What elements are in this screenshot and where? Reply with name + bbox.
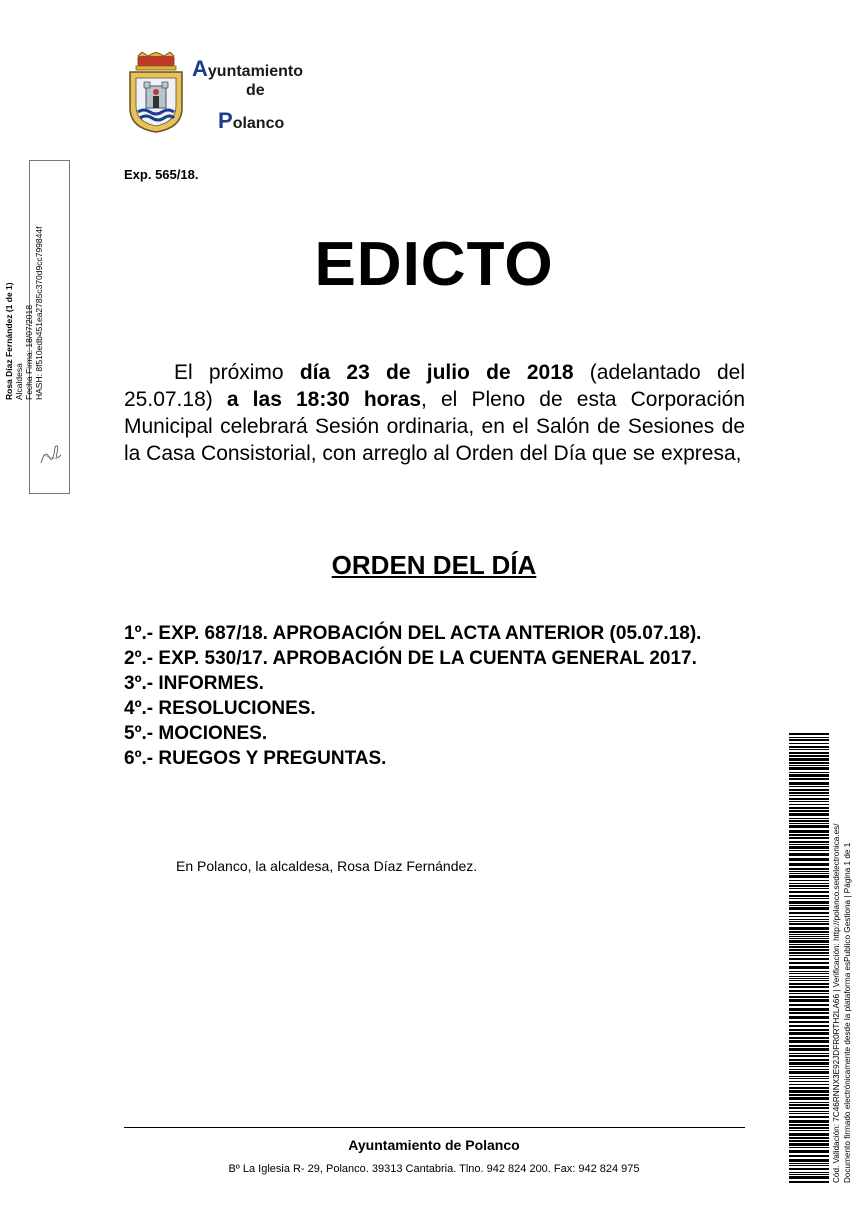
validation-text — [831, 733, 861, 1183]
barcode-bar — [789, 1147, 829, 1148]
barcode-bar — [789, 916, 829, 917]
barcode-icon — [789, 733, 829, 1183]
stamp-hash: HASH: 8f510edb451ea2785c370d9cc799844f — [34, 226, 44, 400]
barcode-bar — [789, 813, 829, 816]
barcode-bar — [789, 868, 829, 870]
barcode-bar — [789, 986, 829, 988]
barcode-bar — [789, 990, 829, 992]
barcode-bar — [789, 762, 829, 764]
barcode-bar — [789, 1025, 829, 1027]
barcode-bar — [789, 1032, 829, 1035]
agenda-item: 3º.- INFORMES. — [124, 673, 264, 694]
barcode-bar — [789, 912, 829, 914]
agenda-item: 6º.- RUEGOS Y PREGUNTAS. — [124, 748, 387, 769]
barcode-bar — [789, 873, 829, 874]
barcode-bar — [789, 1174, 829, 1175]
barcode-bar — [789, 1159, 829, 1162]
barcode-bar — [789, 901, 829, 904]
barcode-bar — [789, 1120, 829, 1123]
stamp-date: Fecha Firma: 18/07/2018 — [24, 305, 34, 400]
barcode-bar — [789, 846, 829, 849]
barcode-bar — [789, 919, 829, 920]
barcode-bar — [789, 938, 829, 939]
barcode-bar — [789, 810, 829, 812]
barcode-bar — [789, 818, 829, 819]
barcode-bar — [789, 795, 829, 796]
barcode-bar — [789, 1062, 829, 1065]
barcode-bar — [789, 1012, 829, 1014]
barcode-bar — [789, 746, 829, 748]
barcode-bar — [789, 1076, 829, 1077]
agenda-list — [124, 621, 745, 771]
barcode-bar — [789, 1084, 829, 1085]
barcode-bar — [789, 1172, 829, 1173]
barcode-bar — [789, 946, 829, 948]
barcode-bar — [789, 1163, 829, 1164]
barcode-bar — [789, 782, 829, 785]
footer-divider — [124, 1127, 745, 1128]
barcode-bar — [789, 1021, 829, 1023]
validation-code: Cód. Validación: 7C46RNNX3E92JDFR0RTH2LA66 | Verificación: http://polanco.sedelectronica.es/ — [832, 823, 841, 1183]
barcode-bar — [789, 1127, 829, 1129]
barcode-bar — [789, 1168, 829, 1170]
barcode-bar — [789, 993, 829, 994]
barcode-bar — [789, 952, 829, 954]
barcode-bar — [789, 778, 829, 780]
barcode-bar — [789, 1102, 829, 1103]
stamp-signer: Rosa Díaz Fernández (1 de 1) — [4, 282, 14, 400]
barcode-bar — [789, 1081, 829, 1082]
barcode-bar — [789, 1045, 829, 1047]
barcode-bar — [789, 1104, 829, 1106]
barcode-bar — [789, 737, 829, 738]
barcode-bar — [789, 940, 829, 943]
barcode-bar — [789, 1140, 829, 1142]
barcode-bar — [789, 758, 829, 761]
barcode-bar — [789, 1078, 829, 1079]
barcode-bar — [789, 934, 829, 935]
barcode-bar — [789, 898, 829, 899]
barcode-bar — [789, 804, 829, 805]
barcode-bar — [789, 807, 829, 809]
barcode-bar — [789, 1059, 829, 1061]
barcode-bar — [789, 749, 829, 750]
barcode-bar — [789, 798, 829, 800]
municipal-logo — [122, 50, 322, 136]
barcode-bar — [789, 853, 829, 856]
barcode-bar — [789, 976, 829, 977]
barcode-bar — [789, 891, 829, 893]
closing-signature-line: En Polanco, la alcaldesa, Rosa Díaz Fernández. — [176, 858, 478, 874]
barcode-bar — [789, 837, 829, 839]
barcode-bar — [789, 980, 829, 981]
barcode-bar — [789, 996, 829, 998]
barcode-bar — [789, 825, 829, 828]
barcode-bar — [789, 1087, 829, 1089]
barcode-bar — [789, 1097, 829, 1100]
barcode-bar — [789, 1116, 829, 1118]
barcode-bar — [789, 820, 829, 822]
barcode-bar — [789, 1069, 829, 1070]
barcode-bar — [789, 1004, 829, 1006]
barcode-bar — [789, 936, 829, 937]
agenda-item: 4º.- RESOLUCIONES. — [124, 698, 316, 719]
barcode-bar — [789, 978, 829, 979]
barcode-bar — [789, 830, 829, 833]
barcode-bar — [789, 774, 829, 777]
barcode-bar — [789, 792, 829, 794]
barcode-bar — [789, 973, 829, 974]
barcode-bar — [789, 1133, 829, 1136]
barcode-bar — [789, 931, 829, 933]
barcode-bar — [789, 834, 829, 836]
barcode-bar — [789, 1037, 829, 1039]
barcode-bar — [789, 786, 829, 787]
barcode-bar — [789, 1130, 829, 1131]
barcode-bar — [789, 755, 829, 757]
barcode-bar — [789, 1143, 829, 1146]
barcode-bar — [789, 1113, 829, 1114]
agenda-item: 5º.- MOCIONES. — [124, 723, 268, 744]
coat-of-arms-icon — [124, 52, 188, 134]
announcement-paragraph: El próximo día 23 de julio de 2018 (adelantado del 25.07.18) a las 18:30 horas, el Pleno de esta Corporación Municipal celebrará Sesión ordinaria, en el Salón de Sesiones de la Casa Consistorial, con arreglo al Orden del Día que se expresa, — [124, 361, 745, 465]
barcode-bar — [789, 907, 829, 910]
barcode-bar — [789, 885, 829, 887]
barcode-bar — [789, 1055, 829, 1057]
barcode-bar — [789, 1090, 829, 1093]
barcode-bar — [789, 765, 829, 766]
barcode-bar — [789, 999, 829, 1002]
barcode-bar — [789, 743, 829, 744]
barcode-bar — [789, 958, 829, 960]
logo-line-ayuntamiento: Ayuntamiento — [192, 56, 304, 81]
barcode-bar — [789, 841, 829, 843]
barcode-bar — [789, 905, 829, 906]
barcode-bar — [789, 949, 829, 951]
agenda-heading: ORDEN DEL DÍA — [331, 550, 537, 580]
barcode-bar — [789, 1165, 829, 1166]
barcode-bar — [789, 1094, 829, 1096]
barcode-bar — [789, 983, 829, 985]
barcode-bar — [789, 1008, 829, 1011]
barcode-bar — [789, 921, 829, 922]
barcode-bar — [789, 789, 829, 791]
barcode-bar — [789, 1111, 829, 1112]
barcode-bar — [789, 772, 829, 773]
barcode-bar — [789, 888, 829, 889]
barcode-bar — [789, 1155, 829, 1157]
barcode-bar — [789, 1040, 829, 1043]
validation-platform: Documento firmado electrónicamente desde la plataforma esPublico Gestiona | Página 1 de 1 — [843, 842, 852, 1183]
barcode-bar — [789, 927, 829, 930]
barcode-bar — [789, 971, 829, 972]
barcode-bar — [789, 955, 829, 956]
barcode-bar — [789, 1016, 829, 1019]
agenda-item: 1º.- EXP. 687/18. APROBACIÓN DEL ACTA ANTERIOR (05.07.18). — [124, 623, 702, 644]
barcode-bar — [789, 850, 829, 851]
barcode-bar — [789, 801, 829, 802]
barcode-bar — [789, 962, 829, 964]
barcode-bar — [789, 733, 829, 735]
barcode-bar — [789, 1053, 829, 1054]
barcode-bar — [789, 923, 829, 925]
logo-line-polanco: Polanco — [218, 108, 285, 133]
barcode-bar — [789, 823, 829, 824]
document-title: EDICTO — [314, 230, 554, 299]
barcode-bar — [789, 966, 829, 969]
barcode-bar — [789, 858, 829, 861]
barcode-bar — [789, 739, 829, 741]
barcode-bar — [789, 1071, 829, 1074]
logo-line-de: de — [246, 82, 265, 99]
barcode-bar — [789, 767, 829, 770]
barcode-bar — [789, 944, 829, 945]
agenda-item: 2º.- EXP. 530/17. APROBACIÓN DE LA CUENTA GENERAL 2017. — [124, 648, 697, 669]
barcode-bar — [789, 871, 829, 872]
barcode-bar — [789, 1048, 829, 1051]
barcode-bar — [789, 844, 829, 845]
footer-address: Bº La Iglesia R- 29, Polanco. 39313 Cantabria. Tlno. 942 824 200. Fax: 942 824 975 — [228, 1163, 640, 1175]
barcode-bar — [789, 1176, 829, 1179]
barcode-bar — [789, 895, 829, 897]
barcode-bar — [789, 1029, 829, 1031]
barcode-bar — [789, 1124, 829, 1126]
barcode-bar — [789, 752, 829, 754]
barcode-bar — [789, 863, 829, 866]
footer-organization: Ayuntamiento de Polanco — [348, 1137, 520, 1153]
barcode-bar — [789, 1181, 829, 1183]
barcode-bar — [789, 883, 829, 884]
barcode-bar — [789, 875, 829, 878]
barcode-bar — [789, 880, 829, 881]
barcode-bar — [789, 1150, 829, 1153]
stamp-role: Alcaldesa — [14, 363, 24, 400]
barcode-bar — [789, 1107, 829, 1109]
barcode-bar — [789, 1137, 829, 1139]
expediente-number: Exp. 565/18. — [124, 167, 199, 182]
handwritten-signature-icon — [35, 437, 65, 467]
barcode-bar — [789, 1066, 829, 1067]
